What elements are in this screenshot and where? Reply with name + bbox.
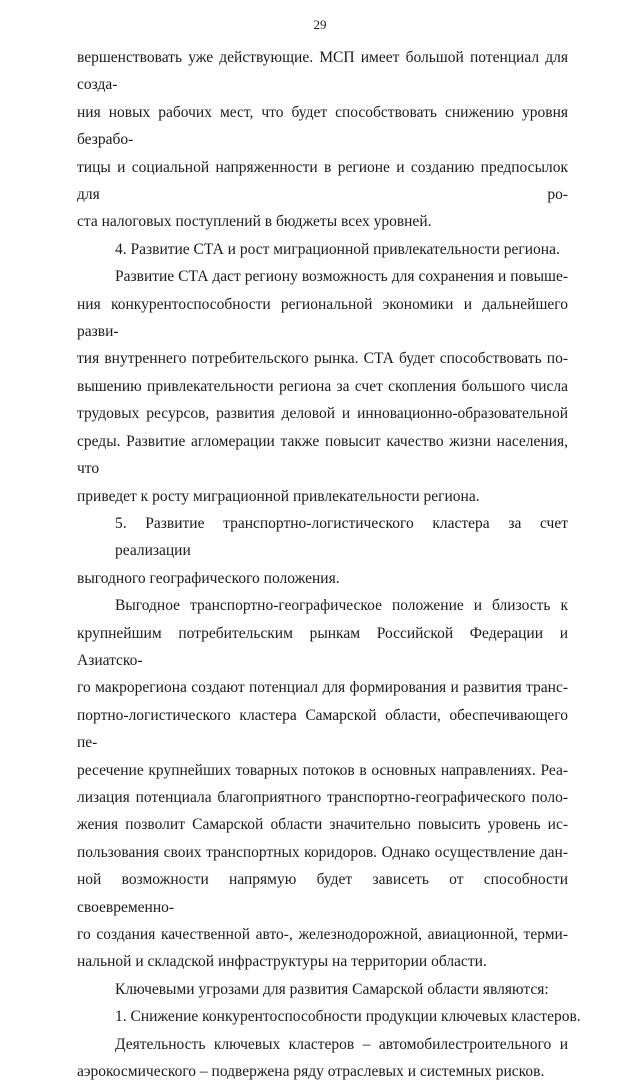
text-line: среды. Развитие агломерации также повысит качество жизни населения, что <box>77 432 568 478</box>
text-line: Выгодное транспортно-географическое положение и близость к <box>115 597 568 615</box>
text-line: Деятельность ключевых кластеров – автомобилестроительного и <box>115 1035 568 1053</box>
paragraph <box>77 44 568 236</box>
text-line: трудовых ресурсов, развития деловой и инновационно-образовательной <box>77 405 568 423</box>
text-line: ста налоговых поступлений в бюджеты всех уровней. <box>77 213 432 231</box>
text-line: вышению привлекательности региона за счет скопления большого числа <box>77 377 568 395</box>
text-line: Развитие СТА даст региону возможность для сохранения и повыше- <box>115 268 568 286</box>
paragraph <box>77 263 568 510</box>
text-line: лизация потенциала благоприятного транспортно-географического поло- <box>77 788 568 806</box>
page-number: 29 <box>313 17 327 32</box>
text-line: приведет к росту миграционной привлекательности региона. <box>77 487 480 505</box>
paragraph <box>77 1031 568 1085</box>
paragraph <box>77 976 568 1003</box>
text-line: тия внутреннего потребительского рынка. СТА будет способствовать по- <box>77 350 568 368</box>
text-line: го создания качественной авто-, железнодорожной, авиационной, терми- <box>77 926 568 943</box>
paragraph <box>77 236 568 263</box>
text-line: вершенствовать уже действующие. МСП имеет большой потенциал для созда- <box>77 49 568 94</box>
text-line: Ключевыми угрозами для развития Самарской области являются: <box>115 980 549 998</box>
text-line: ной возможности напрямую будет зависеть от способности своевременно- <box>77 871 568 916</box>
text-line: выгодного географического положения. <box>77 569 340 587</box>
text-line: 5. Развитие транспортно-логистического кластера за счет реализации <box>115 514 568 560</box>
paragraph <box>77 592 568 976</box>
text-line: нальной и складской инфраструктуры на территории области. <box>77 953 487 971</box>
paragraph <box>77 510 568 592</box>
text-line: крупнейшим потребительским рынкам Российской Федерации и Азиатско- <box>77 624 568 669</box>
text-line: 1. Снижение конкурентоспособности продукции ключевых кластеров. <box>115 1008 581 1026</box>
text-line: тицы и социальной напряженности в регионе и созданию предпосылок для ро- <box>77 158 568 204</box>
text-line: ния конкурентоспособности региональной экономики и дальнейшего разви- <box>77 295 568 341</box>
text-line: ния новых рабочих мест, что будет способствовать снижению уровня безрабо- <box>77 103 568 149</box>
paragraph <box>77 1003 581 1030</box>
document-body <box>77 44 581 1085</box>
text-line: 4. Развитие СТА и рост миграционной привлекательности региона. <box>115 240 560 258</box>
text-line: пользования своих транспортных коридоров. Однако осуществление дан- <box>77 843 568 861</box>
text-line: портно-логистического кластера Самарской области, обеспечивающего пе- <box>77 706 568 752</box>
text-line: ресечение крупнейших товарных потоков в основных направлениях. Реа- <box>77 761 568 779</box>
text-line: аэрокосмического – подвержена ряду отраслевых и системных рисков. <box>77 1063 545 1081</box>
text-line: го макрорегиона создают потенциал для формирования и развития транс- <box>77 679 568 697</box>
text-line: жения позволит Самарской области значительно повысить уровень ис- <box>77 816 568 834</box>
